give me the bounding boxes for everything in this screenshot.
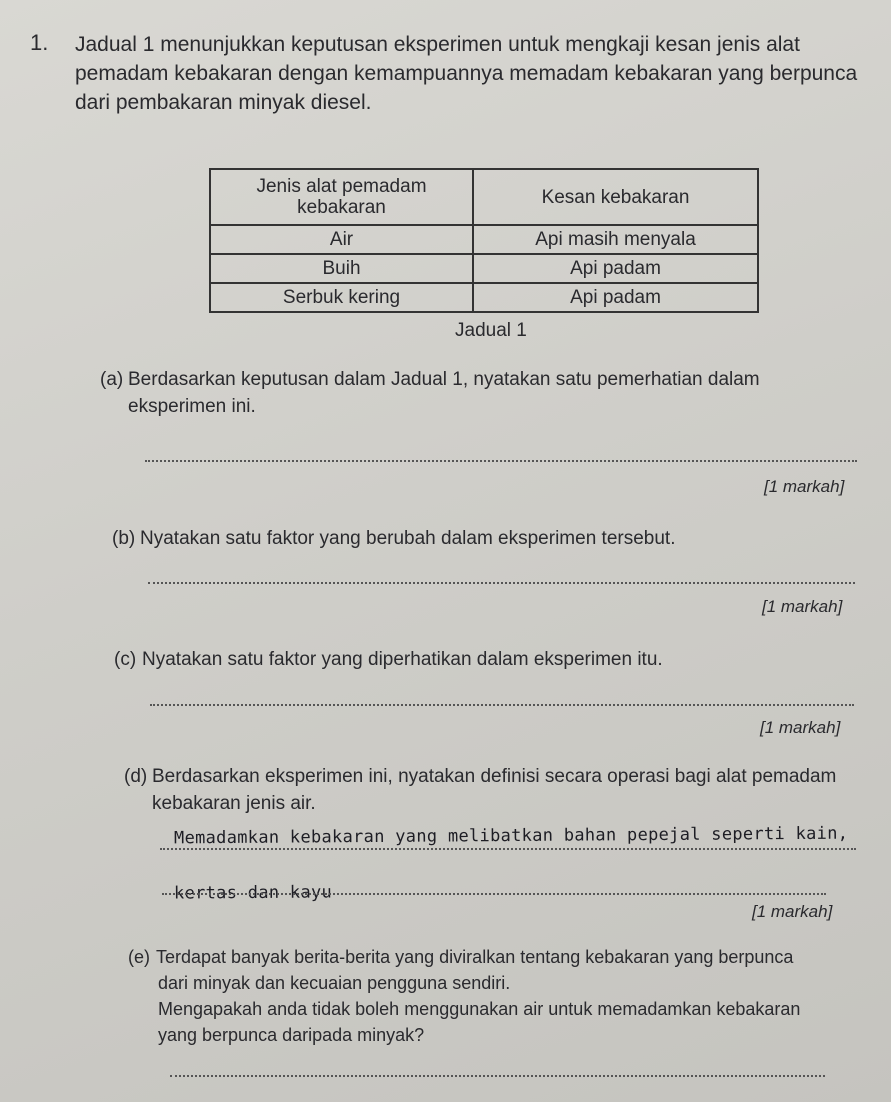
part-label: (e) [128, 947, 150, 967]
intro-line: dari pembakaran minyak diesel. [75, 91, 372, 114]
part-label: (c) [114, 649, 137, 670]
table-cell: Air [210, 225, 473, 254]
table-row [210, 225, 758, 254]
answer-line-a[interactable] [145, 460, 857, 462]
table-cell: Buih [210, 254, 473, 283]
question-number: 1. [30, 30, 49, 55]
part-a-question [100, 366, 760, 420]
question-intro [75, 30, 875, 117]
table-cell: Api padam [473, 254, 758, 283]
intro-line: Jadual 1 menunjukkan keputusan eksperimen untuk mengkaji kesan jenis alat [75, 33, 800, 56]
answer-line-e[interactable] [170, 1075, 825, 1077]
part-c-question [114, 646, 663, 673]
question-text: Nyatakan satu faktor yang berubah dalam eksperimen tersebut. [140, 528, 676, 549]
table-cell: Api padam [473, 283, 758, 312]
marks-b: [1 markah] [762, 597, 843, 616]
table-caption: Jadual 1 [455, 320, 527, 341]
answer-line-b[interactable] [148, 582, 855, 584]
question-text: Mengapakah anda tidak boleh menggunakan air untuk memadamkan kebakaran [158, 999, 801, 1019]
answer-line-d1[interactable] [160, 848, 856, 850]
question-text: yang berpunca daripada minyak? [158, 1025, 425, 1045]
part-b-question [112, 525, 675, 552]
table-header-cell: Kesan kebakaran [473, 169, 758, 225]
part-label: (a) [100, 369, 124, 390]
marks-c: [1 markah] [760, 718, 841, 737]
table-header-row [210, 169, 758, 225]
answer-line-d2[interactable] [162, 893, 826, 895]
intro-line: pemadam kebakaran dengan kemampuannya memadam kebakaran yang berpunca [75, 62, 858, 85]
table-header-cell: Jenis alat pemadam kebakaran [210, 169, 473, 225]
question-text: Berdasarkan eksperimen ini, nyatakan definisi secara operasi bagi alat pemadam [152, 766, 837, 787]
question-text: Nyatakan satu faktor yang diperhatikan dalam eksperimen itu. [142, 649, 663, 670]
question-text: kebakaran jenis air. [152, 793, 316, 814]
part-label: (d) [124, 766, 148, 787]
marks-a: [1 markah] [764, 477, 845, 496]
results-table [209, 168, 759, 313]
question-text: Berdasarkan keputusan dalam Jadual 1, nyatakan satu pemerhatian dalam [128, 369, 760, 390]
handwritten-answer-d-line1: Memadamkan kebakaran yang melibatkan bahan pepejal seperti kain, [173, 823, 849, 849]
question-text: eksperimen ini. [128, 396, 256, 417]
handwritten-answer-d-line2: kertas dan kayu [173, 882, 333, 904]
table-cell: Api masih menyala [473, 225, 758, 254]
part-label: (b) [112, 528, 136, 549]
question-text: Terdapat banyak berita-berita yang diviralkan tentang kebakaran yang berpunca [156, 947, 794, 967]
part-e-question [128, 944, 800, 1048]
question-text: dari minyak dan kecuaian pengguna sendiri. [158, 973, 511, 993]
table-row [210, 254, 758, 283]
table-row [210, 283, 758, 312]
table-cell: Serbuk kering [210, 283, 473, 312]
marks-d: [1 markah] [752, 902, 833, 921]
answer-line-c[interactable] [150, 704, 854, 706]
part-d-question [124, 763, 836, 817]
